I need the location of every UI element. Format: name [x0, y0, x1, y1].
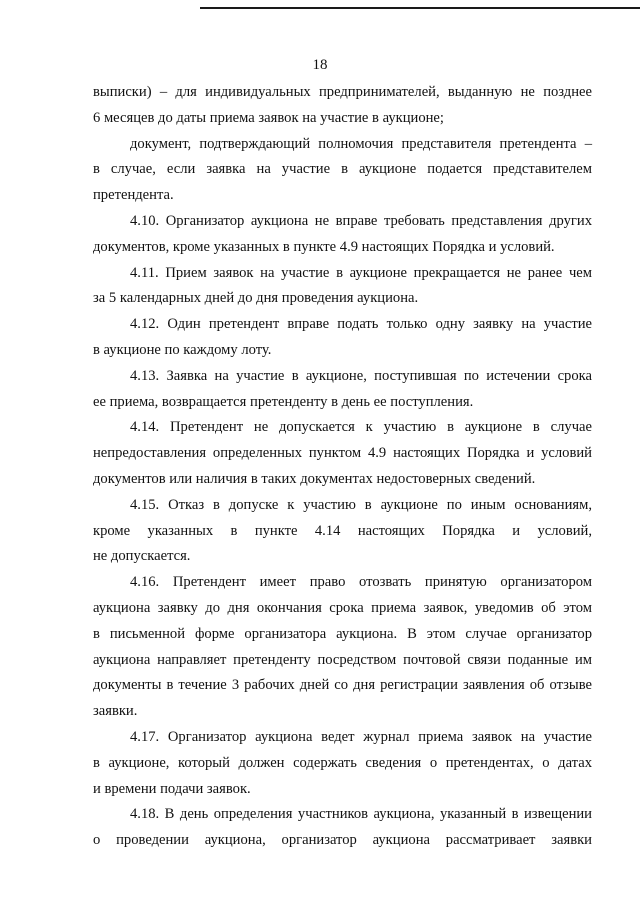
text-line: 6 месяцев до даты приема заявок на участие в аукционе;: [93, 109, 444, 126]
text-line: документ, подтверждающий полномочия представителя претендента –: [130, 135, 592, 152]
text-line: заявки.: [93, 703, 138, 720]
text-line: документы в течение 3 рабочих дней со дня регистрации заявления об отзыве: [93, 677, 592, 694]
page-number: 18: [312, 57, 328, 73]
text-line: аукциона направляет претенденту посредством почтовой связи поданные им: [93, 651, 592, 668]
text-line: 4.15. Отказ в допуске к участию в аукционе по иным основаниям,: [130, 496, 592, 513]
text-line: за 5 календарных дней до дня проведения аукциона.: [93, 290, 419, 307]
text-line: кроме указанных в пункте 4.14 настоящих Порядка и условий,: [93, 522, 592, 539]
text-line: в письменной форме организатора аукциона. В этом случае организатор: [93, 625, 592, 642]
text-line: в аукционе по каждому лоту.: [93, 341, 272, 358]
header-rule: [200, 7, 640, 9]
text-line: претендента.: [93, 187, 174, 204]
text-line: 4.10. Организатор аукциона не вправе требовать представления других: [130, 212, 592, 229]
text-line: в аукционе, который должен содержать сведения о претендентах, о датах: [93, 754, 592, 771]
text-line: выписки) – для индивидуальных предпринимателей, выданную не позднее: [93, 84, 592, 100]
text-line: ее приема, возвращается претенденту в день ее поступления.: [93, 393, 474, 410]
text-line: документов, кроме указанных в пункте 4.9 настоящих Порядка и условий.: [93, 238, 555, 255]
text-line: 4.18. В день определения участников аукциона, указанный в извещении: [130, 806, 592, 823]
text-line: 4.16. Претендент имеет право отозвать принятую организатором: [130, 574, 592, 591]
text-line: в случае, если заявка на участие в аукционе подается представителем: [93, 161, 592, 178]
text-line: документов или наличия в таких документах недостоверных сведений.: [93, 470, 536, 487]
text-line: не допускается.: [93, 548, 191, 565]
text-line: 4.17. Организатор аукциона ведет журнал приема заявок на участие: [130, 728, 592, 745]
text-line: и времени подачи заявок.: [93, 780, 251, 797]
text-line: 4.12. Один претендент вправе подать только одну заявку на участие: [130, 316, 592, 333]
text-line: непредоставления определенных пунктом 4.9 настоящих Порядка и условий: [93, 445, 592, 462]
text-line: 4.11. Прием заявок на участие в аукционе прекращается не ранее чем: [130, 264, 592, 281]
document-body: [93, 80, 592, 854]
text-line: 4.13. Заявка на участие в аукционе, поступившая по истечении срока: [130, 367, 592, 384]
text-line: аукциона заявку до дня окончания срока приема заявок, уведомив об этом: [93, 599, 592, 616]
text-line: 4.14. Претендент не допускается к участию в аукционе в случае: [130, 419, 592, 436]
text-line: о проведении аукциона, организатор аукциона рассматривает заявки: [93, 832, 592, 849]
